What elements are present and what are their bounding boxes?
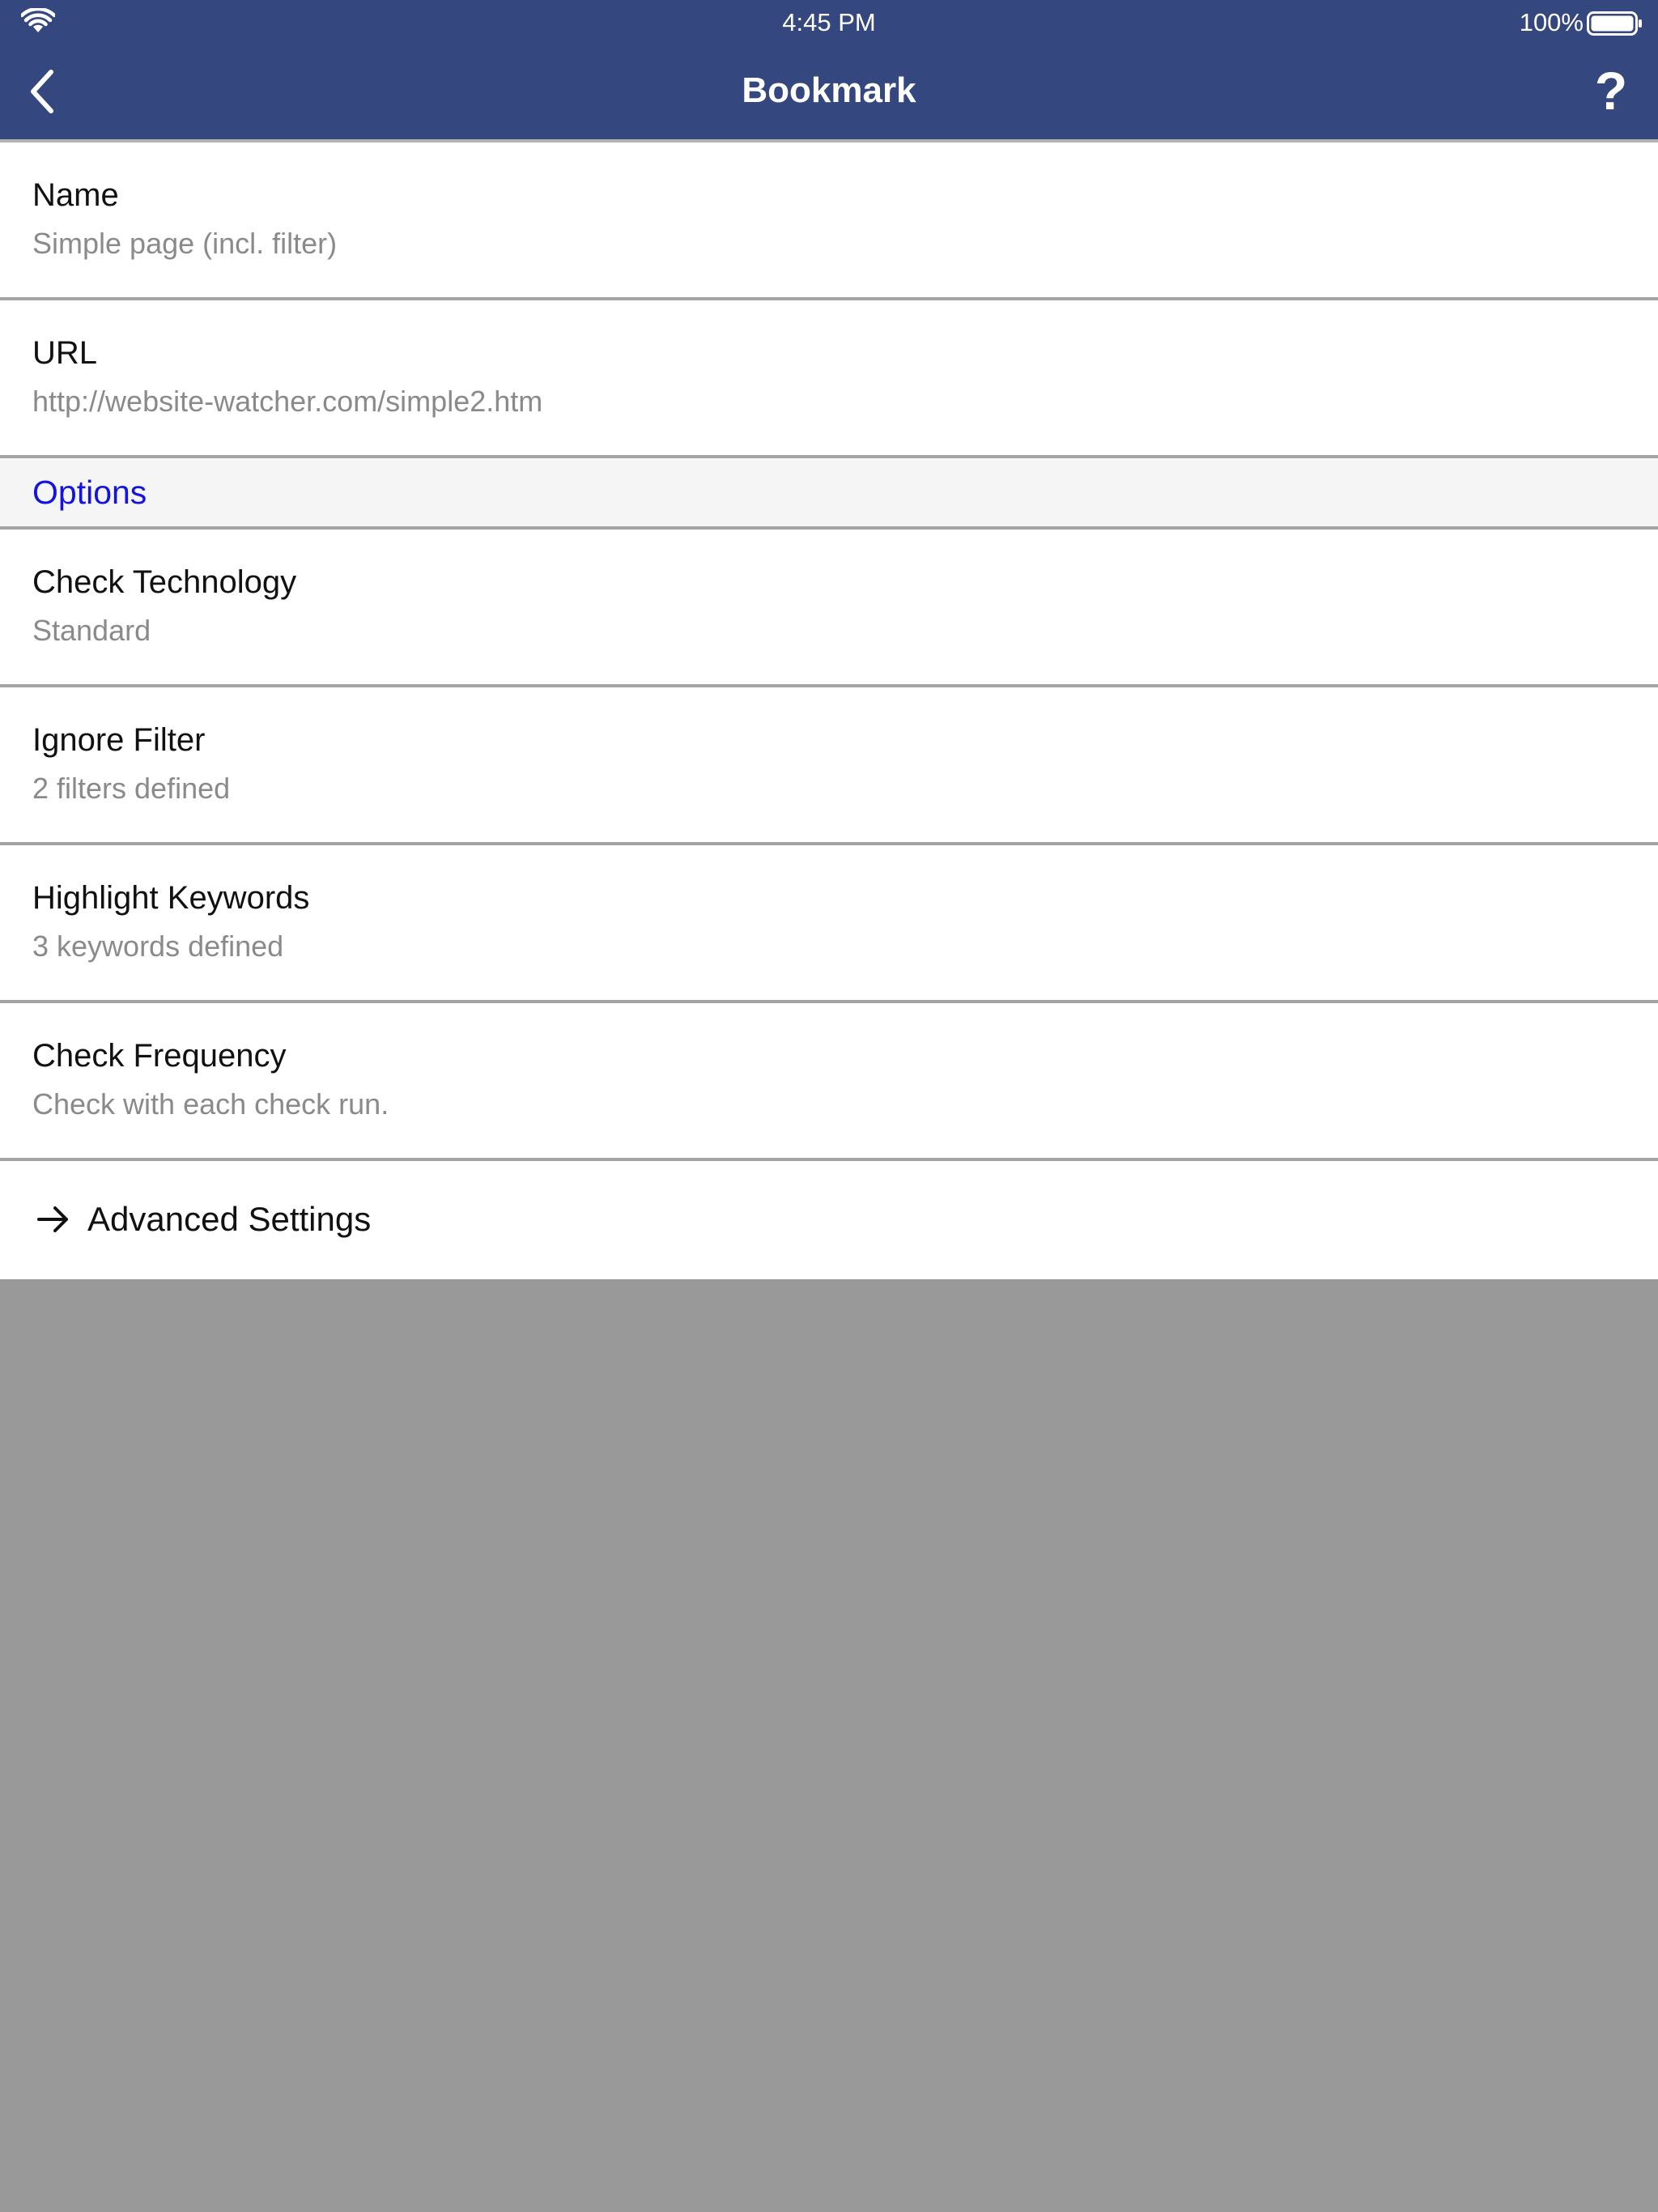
check-technology-value: Standard <box>32 614 151 647</box>
navigation-bar <box>0 45 1658 139</box>
check-frequency-label: Check Frequency <box>32 1038 287 1074</box>
options-section-title: Options <box>32 474 147 511</box>
advanced-settings-button[interactable] <box>0 1161 1658 1279</box>
ignore-filter-label: Ignore Filter <box>32 722 206 758</box>
highlight-keywords-row[interactable] <box>0 845 1658 1003</box>
name-value: Simple page (incl. filter) <box>32 227 338 260</box>
app-header <box>0 0 1658 139</box>
advanced-settings-label: Advanced Settings <box>87 1200 372 1238</box>
check-frequency-value: Check with each check run. <box>32 1087 389 1121</box>
url-value: http://website-watcher.com/simple2.htm <box>32 385 543 418</box>
check-technology-row[interactable] <box>0 530 1658 687</box>
highlight-keywords-value: 3 keywords defined <box>32 929 284 963</box>
bookmark-settings-list <box>0 139 1658 1279</box>
options-section-header <box>0 458 1658 530</box>
url-label: URL <box>32 335 98 371</box>
help-button[interactable]: ? <box>1594 61 1628 121</box>
battery-full-icon <box>1587 11 1643 36</box>
ignore-filter-value: 2 filters defined <box>32 772 231 805</box>
battery-percent: 100% <box>1519 8 1584 36</box>
ignore-filter-row[interactable] <box>0 687 1658 845</box>
check-technology-label: Check Technology <box>32 564 297 600</box>
highlight-keywords-label: Highlight Keywords <box>32 880 310 916</box>
status-bar <box>0 0 1658 45</box>
status-time: 4:45 PM <box>782 8 876 36</box>
check-frequency-row[interactable] <box>0 1003 1658 1161</box>
name-label: Name <box>32 177 119 213</box>
arrow-right-icon <box>36 1202 71 1237</box>
page-title: Bookmark <box>742 70 916 110</box>
url-row[interactable] <box>0 300 1658 458</box>
name-row[interactable] <box>0 143 1658 300</box>
